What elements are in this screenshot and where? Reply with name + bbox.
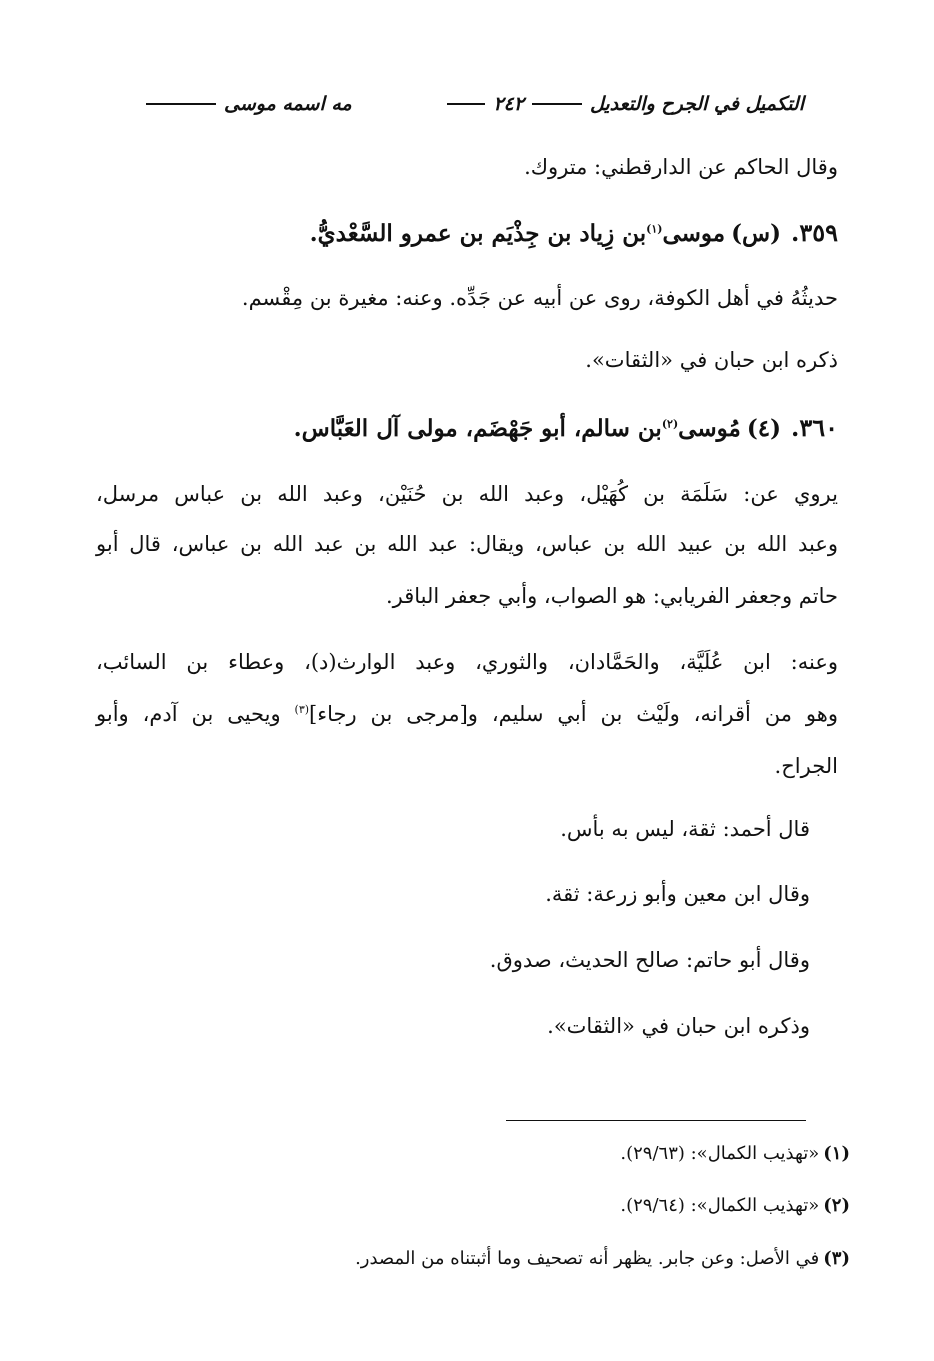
text-line: حديثُهُ في أهل الكوفة، روى عن أبيه عن جَدِّه. وعنه: مغيرة بن مِقْسم. — [241, 286, 838, 310]
footnote-rule — [506, 1120, 806, 1121]
entry-tag: (٤) — [746, 415, 781, 442]
footnote-text: «تهذيب الكمال»: (٢٩/٦٣). — [620, 1143, 820, 1164]
footnote-number: (٢) — [823, 1195, 850, 1216]
footnote-ref: (٢) — [661, 417, 679, 431]
header-dash — [146, 103, 216, 105]
entry-name-rest: بن سالم، أبو جَهْضَم، مولى آل العَبَّاس. — [293, 415, 662, 442]
text-line: وقال الحاكم عن الدارقطني: متروك. — [524, 155, 838, 179]
footnote-2 — [620, 1193, 850, 1219]
entry-tag: (س) — [731, 220, 781, 247]
header-dash — [532, 103, 582, 105]
footnote-text: «تهذيب الكمال»: (٢٩/٦٤). — [620, 1195, 820, 1216]
page-number: ٢٤٢ — [493, 93, 524, 115]
text-line: ذكره ابن حبان في «الثقات». — [585, 348, 838, 372]
footnote-1 — [620, 1141, 850, 1167]
footnote-ref: (١) — [646, 222, 663, 236]
text-line: الجراح. — [774, 754, 838, 778]
entry-name: موسى — [662, 220, 726, 247]
footnote-number: (١) — [823, 1143, 850, 1164]
text-line: قال أحمد: ثقة، ليس به بأس. — [560, 817, 810, 841]
entry-number: ٣٦٠. — [790, 413, 838, 442]
text-run: ويحيى بن آدم، وأبو — [96, 702, 295, 726]
entry-name-rest: بن زِياد بن جِذْيَم بن عمرو السَّعْديُّ. — [309, 220, 647, 247]
book-title: التكميل في الجرح والتعديل — [589, 93, 804, 115]
text-line: وقال أبو حاتم: صالح الحديث، صدوق. — [489, 948, 810, 972]
text-line — [96, 699, 838, 729]
section-title: مه اسمه موسى — [224, 93, 352, 115]
running-header — [146, 84, 804, 124]
text-line: وذكره ابن حبان في «الثقات». — [547, 1014, 810, 1038]
entry-number: ٣٥٩. — [790, 218, 838, 247]
header-dash — [447, 103, 485, 105]
footnote-number: (٣) — [823, 1248, 850, 1269]
footnote-3 — [355, 1246, 850, 1272]
text-run: وهو من أقرانه، ولَيْث بن أبي سليم، و[مرجى بن رجاء] — [309, 702, 838, 726]
text-line: وقال ابن معين وأبو زرعة: ثقة. — [545, 882, 810, 906]
entry-heading-360 — [294, 413, 838, 444]
text-line: حاتم وجعفر الفريابي: هو الصواب، وأبي جعفر الباقر. — [385, 584, 838, 608]
entry-heading-359 — [310, 218, 838, 249]
text-line: يروي عن: سَلَمَة بن كُهَيْل، وعبد الله بن حُنَيْن، وعبد الله بن عباس مرسل، — [96, 482, 838, 506]
text-line: وعبد الله بن عبيد الله بن عباس، ويقال: عبد الله بن عبد الله بن عباس، قال أبو — [96, 532, 838, 556]
entry-name: مُوسى — [678, 415, 741, 442]
footnote-text: في الأصل: وعن جابر. يظهر أنه تصحيف وما أثبتناه من المصدر. — [355, 1248, 820, 1269]
text-line: وعنه: ابن عُلَيَّة، والحَمَّادان، والثوري، وعبد الوارث(د)، وعطاء بن السائب، — [96, 650, 838, 674]
footnote-ref: (٣) — [294, 703, 310, 716]
